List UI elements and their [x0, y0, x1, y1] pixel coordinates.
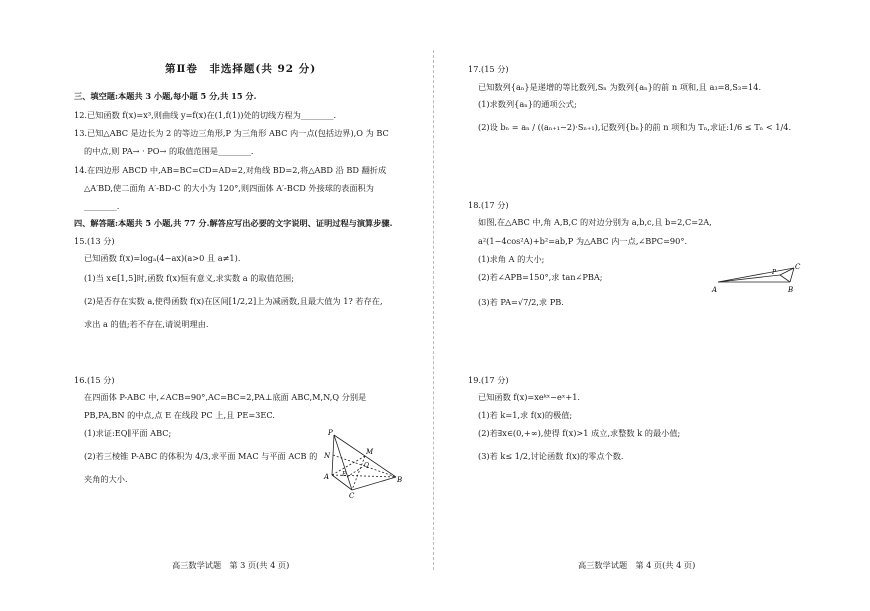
tetrahedron-figure — [320, 425, 405, 500]
question-15-part2: (2)是否存在实数 a,使得函数 f(x)在区间[1/2,2]上为减函数,且最大值为 1? 若存在, — [84, 296, 383, 306]
page-4 — [440, 0, 870, 611]
question-15-heading: 15.(13 分) — [74, 236, 115, 246]
question-16-part2-cont: 夹角的大小. — [84, 474, 128, 484]
question-13-line1: 13.已知△ABC 是边长为 2 的等边三角形,P 为三角形 ABC 内一点(包括边界),O 为 BC — [74, 128, 389, 138]
triangle-figure — [710, 262, 835, 300]
question-16-heading: 16.(15 分) — [74, 375, 115, 385]
fig16-label-m: M — [366, 448, 374, 456]
fig18-label-a: A — [712, 286, 718, 294]
question-17-line1: 已知数列{aₙ}是递增的等比数列,Sₙ 为数列{aₙ}的前 n 项和,且 a₃=8,S₃=14. — [478, 82, 762, 92]
question-18-line1: 如图,在△ABC 中,角 A,B,C 的对边分别为 a,b,c,且 b=2,C=2A, — [478, 217, 712, 227]
question-14-line3: ________. — [84, 201, 120, 211]
fig16-label-a: A — [324, 473, 330, 481]
question-15-part2-cont: 求出 a 的值;若不存在,请说明理由. — [84, 319, 209, 329]
question-15-part1: (1)当 x∈[1,5]时,函数 f(x)恒有意义,求实数 a 的取值范围; — [84, 273, 294, 283]
question-19-heading: 19.(17 分) — [468, 375, 509, 385]
question-12: 12.已知函数 f(x)=x³,则曲线 y=f(x)在(1,f(1))处的切线方程为________. — [74, 110, 337, 120]
fig18-label-p: P — [772, 269, 777, 276]
footer-page-4: 高三数学试题 第 4 页(共 4 页) — [578, 560, 696, 570]
fig18-label-b: B — [788, 286, 794, 294]
question-15-line1: 已知函数 f(x)=logₐ(4−ax)(a>0 且 a≠1). — [84, 253, 241, 263]
question-17-part1: (1)求数列{aₙ}的通项公式; — [478, 99, 577, 109]
fig16-label-b: B — [397, 476, 403, 484]
question-19-part2: (2)若∃x∈(0,+∞),使得 f(x)>1 成立,求整数 k 的最小值; — [478, 428, 681, 438]
question-18-part3: (3)若 PA=√7/2,求 PB. — [478, 297, 564, 307]
question-16-part2: (2)若三棱锥 P-ABC 的体积为 4/3,求平面 MAC 与平面 ACB 的 — [84, 451, 318, 461]
question-19-part3: (3)若 k≤ 1/2,讨论函数 f(x)的零点个数. — [478, 451, 624, 461]
fig16-label-n: N — [324, 452, 331, 460]
question-14-line2: △A′BD,使二面角 A′-BD-C 的大小为 120°,则四面体 A′-BCD 外接球的表面积为 — [84, 183, 374, 193]
fig18-label-c: C — [795, 263, 801, 271]
solve-heading: 四、解答题:本题共 5 小题,共 77 分.解答应写出必要的文字说明、证明过程与演算步骤. — [74, 218, 393, 228]
question-18-part2: (2)若∠APB=150°,求 tan∠PBA; — [478, 272, 603, 282]
question-19-part1: (1)若 k=1,求 f(x)的极值; — [478, 410, 573, 420]
fill-blank-heading: 三、填空题:本题共 3 小题,每小题 5 分,共 15 分. — [74, 91, 257, 101]
fig16-label-q: Q — [364, 462, 369, 469]
question-17-part2: (2)设 bₙ = aₙ / ((aₙ₊₁−2)·Sₙ₊₁),记数列{bₙ}的前 n 项和为 Tₙ,求证:1/6 ≤ Tₙ < 1/4. — [478, 122, 792, 132]
question-16-line1: 在四面体 P-ABC 中,∠ACB=90°,AC=BC=2,PA⊥底面 ABC,M,N,Q 分别是 — [84, 392, 367, 402]
question-19-line1: 已知函数 f(x)=xeᵏˣ−eˣ+1. — [478, 392, 581, 402]
fig16-label-p: P — [328, 429, 333, 437]
question-16-line2: PB,PA,BN 的中点,点 E 在线段 PC 上,且 PE=3EC. — [84, 410, 275, 420]
question-16-part1: (1)求证:EQ∥平面 ABC; — [84, 428, 172, 438]
question-18-line2: a²(1−4cos²A)+b²=ab,P 为△ABC 内一点,∠BPC=90°. — [478, 236, 688, 246]
question-18-part1: (1)求角 A 的大小; — [478, 254, 545, 264]
fig16-label-c: C — [349, 492, 355, 500]
question-14-line1: 14.在四边形 ABCD 中,AB=BC=CD=AD=2,对角线 BD=2,将△ABD 沿 BD 翻折成 — [74, 165, 387, 175]
question-17-heading: 17.(15 分) — [468, 64, 509, 74]
section-title: 第Ⅱ卷 非选择题(共 92 分) — [165, 63, 317, 75]
question-13-line2: 的中点,则 PA→ · PO→ 的取值范围是________. — [84, 146, 254, 156]
question-18-heading: 18.(17 分) — [468, 200, 509, 210]
footer-page-3: 高三数学试题 第 3 页(共 4 页) — [172, 560, 290, 570]
fig16-label-e: E — [342, 471, 347, 478]
